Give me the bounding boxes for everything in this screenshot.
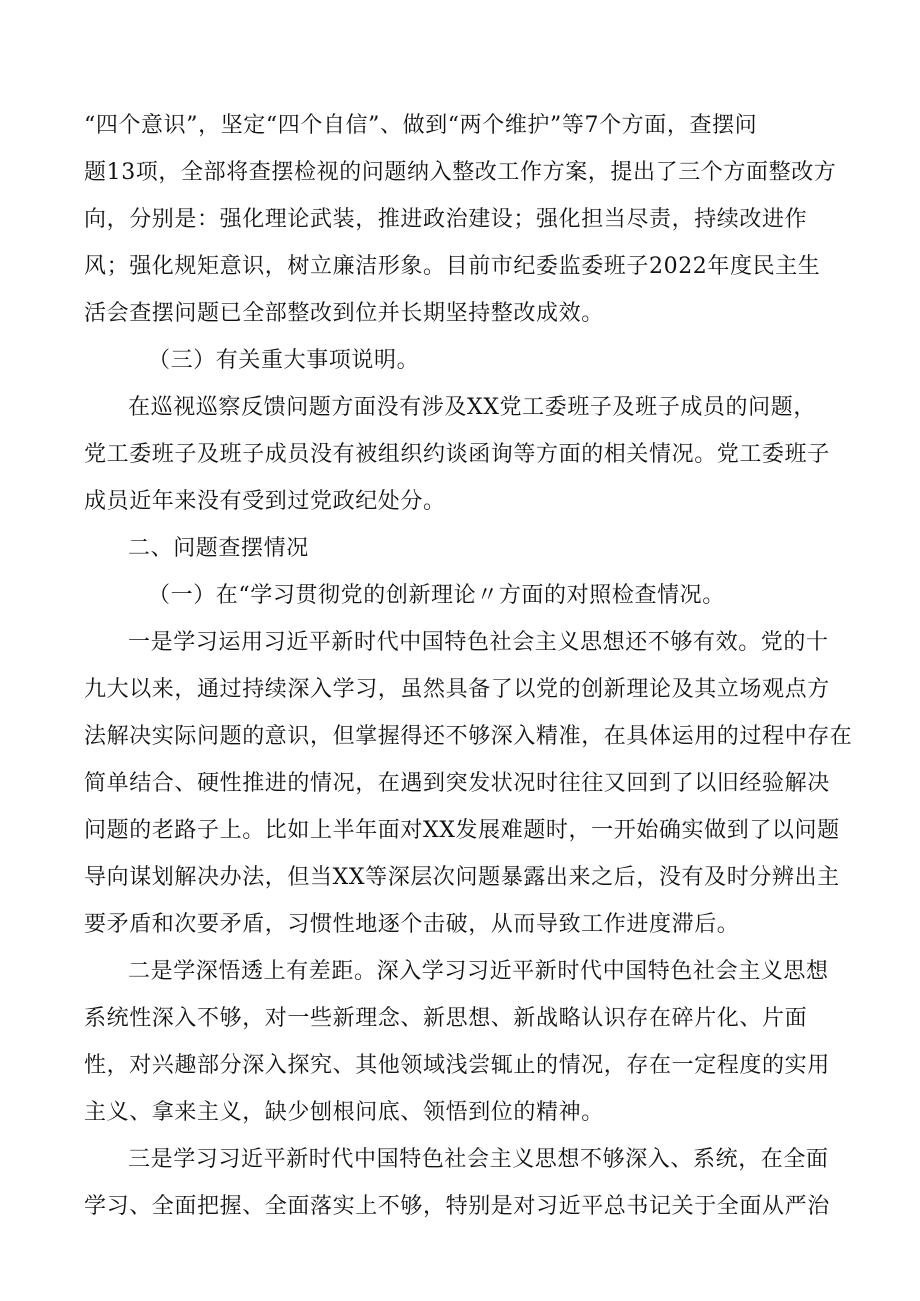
paragraph-line: 题13项，全部将查摆检视的问题纳入整改工作方案，提出了三个方面整改方 xyxy=(84,160,837,185)
section-heading: （一）在“学习贯彻党的创新理论〃方面的对照检查情况。 xyxy=(148,583,725,608)
paragraph-line: 要矛盾和次要矛盾，习惯性地逐个击破，从而导致工作进度滞后。 xyxy=(84,912,740,937)
section-heading: 二、问题查摆情况 xyxy=(128,536,309,561)
paragraph-line: 法解决实际问题的意识，但掌握得还不够深入精准，在具体运用的过程中存在 xyxy=(84,724,853,749)
paragraph-line: 主义、拿来主义，缺少刨根问底、领悟到位的精神。 xyxy=(84,1100,604,1125)
paragraph-line: 系统性深入不够，对一些新理念、新思想、新战略认识存在碎片化、片面 xyxy=(84,1006,808,1031)
section-heading: （三）有关重大事项说明。 xyxy=(148,348,420,373)
paragraph-line: 一是学习运用习近平新时代中国特色社会主义思想还不够有效。党的十 xyxy=(128,630,829,655)
paragraph-line: 在巡视巡察反馈问题方面没有涉及XX党工委班子及班子成员的问题， xyxy=(128,395,816,420)
paragraph-line: 性，对兴趣部分深入探究、其他领域浅尝辄止的情况，存在一定程度的实用 xyxy=(84,1053,830,1078)
paragraph-line: 问题的老路子上。比如上半年面对XX发展难题时，一开始确实做到了以问题 xyxy=(84,818,840,843)
paragraph-line: 学习、全面把握、全面落实上不够，特别是对习近平总书记关于全面从严治 xyxy=(84,1194,830,1219)
paragraph-line: 党工委班子及班子成员没有被组织约谈函询等方面的相关情况。党工委班子 xyxy=(84,442,830,467)
paragraph-line: 成员近年来没有受到过党政纪处分。 xyxy=(84,489,446,514)
paragraph-line: 九大以来，通过持续深入学习，虽然具备了以党的创新理论及其立场观点方 xyxy=(84,677,830,702)
paragraph-line: “四个意识”，坚定“四个自信”、做到“两个维护”等7个方面，查摆问 xyxy=(84,113,758,138)
paragraph-line: 活会查摆问题已全部整改到位并长期坚持整改成效。 xyxy=(84,301,604,326)
paragraph-line: 导向谋划解决办法，但当XX等深层次问题暴露出来之后，没有及时分辨出主 xyxy=(84,865,840,890)
paragraph-line: 二是学深悟透上有差距。深入学习习近平新时代中国特色社会主义思想 xyxy=(128,959,829,984)
paragraph-line: 风；强化规矩意识，树立廉洁形象。目前市纪委监委班子2022年度民主生 xyxy=(84,254,821,279)
paragraph-line: 向，分别是：强化理论武装，推进政治建设；强化担当尽责，持续改进作 xyxy=(84,207,808,232)
paragraph-line: 三是学习习近平新时代中国特色社会主义思想不够深入、系统，在全面 xyxy=(128,1147,829,1172)
paragraph-line: 简单结合、硬性推进的情况，在遇到突发状况时往往又回到了以旧经验解决 xyxy=(84,771,830,796)
